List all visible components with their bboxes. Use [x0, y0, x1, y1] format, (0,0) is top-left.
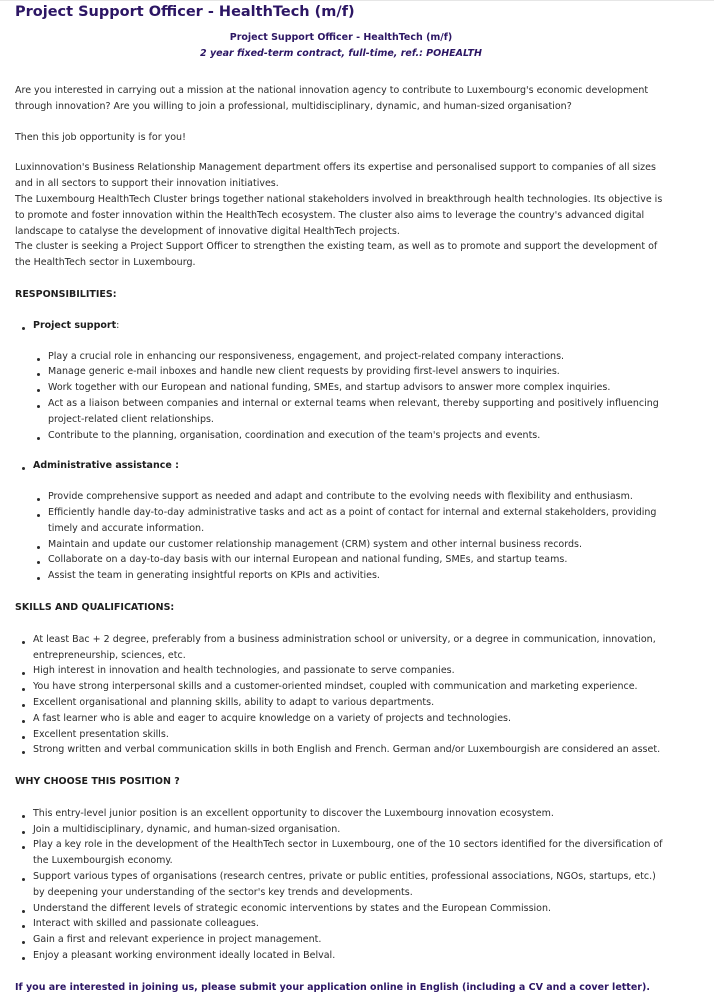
- list-item: Play a crucial role in enhancing our responsiveness, engagement, and project-related company interactions.: [15, 349, 667, 365]
- list-item: Act as a liaison between companies and internal or external teams when relevant, thereby supporting and positively influencing project-related client relationships.: [15, 396, 667, 428]
- list-item: Manage generic e-mail inboxes and handle new client requests by providing first-level answers to inquiries.: [15, 364, 667, 380]
- list-item: High interest in innovation and health technologies, and passionate to serve companies.: [15, 663, 667, 679]
- admin-assistance-list: [15, 489, 667, 584]
- list-item: Play a key role in the development of the HealthTech sector in Luxembourg, one of the 10 sectors identified for the diversification of the Luxembourgish economy.: [15, 837, 667, 869]
- responsibility-group: [15, 458, 667, 584]
- responsibility-group: [15, 318, 667, 444]
- intro-paragraph: Are you interested in carrying out a mission at the national innovation agency to contribute to Luxembourg's economic development through innovation? Are you willing to join a professional, multidisciplinary, dynamic, and human-sized organisation?: [15, 85, 649, 112]
- group-label-suffix: :: [116, 319, 120, 331]
- about-paragraph: The Luxembourg HealthTech Cluster brings together national stakeholders involved in breakthrough health technologies. Its objective is to promote and foster innovation within the HealthTech ecosystem. The cluster also aims to leverage the country's advanced digital landscape to catalyse the development of innovative digital HealthTech projects.: [15, 193, 663, 237]
- list-item: Maintain and update our customer relationship management (CRM) system and other internal business records.: [15, 537, 667, 553]
- list-item: Collaborate on a day-to-day basis with our internal European and national funding, SMEs, and startup teams.: [15, 552, 667, 568]
- why-heading: WHY CHOOSE THIS POSITION ?: [15, 776, 180, 788]
- skills-heading: SKILLS AND QUALIFICATIONS:: [15, 601, 175, 613]
- list-item: Join a multidisciplinary, dynamic, and human-sized organisation.: [15, 822, 667, 838]
- list-item: Efficiently handle day-to-day administrative tasks and act as a point of contact for internal and external stakeholders, providing timely and accurate information.: [15, 505, 667, 537]
- responsibilities-heading: RESPONSIBILITIES:: [15, 288, 117, 300]
- project-support-list: [15, 349, 667, 444]
- list-item: Strong written and verbal communication skills in both English and French. German and/or Luxembourgish are considered an asset.: [15, 742, 667, 758]
- group-label: Administrative assistance :: [33, 460, 179, 472]
- job-posting: [15, 0, 667, 996]
- contract-info: 2 year fixed-term contract, full-time, ref.: POHEALTH: [200, 47, 482, 59]
- list-item: Contribute to the planning, organisation, coordination and execution of the team's projects and events.: [15, 428, 667, 444]
- list-item: You have strong interpersonal skills and a customer-oriented mindset, coupled with communication and marketing experience.: [15, 679, 667, 695]
- skills-list: [15, 632, 667, 758]
- list-item: Provide comprehensive support as needed and adapt and contribute to the evolving needs with flexibility and enthusiasm.: [15, 489, 667, 505]
- list-item: This entry-level junior position is an excellent opportunity to discover the Luxembourg innovation ecosystem.: [15, 806, 667, 822]
- posting-header: [15, 30, 667, 61]
- list-item: At least Bac + 2 degree, preferably from a business administration school or university, or a degree in communication, innovation, entrepreneurship, sciences, etc.: [15, 632, 667, 664]
- list-item: Assist the team in generating insightful reports on KPIs and activities.: [15, 568, 667, 584]
- list-item: A fast learner who is able and eager to acquire knowledge on a variety of projects and technologies.: [15, 711, 667, 727]
- about-paragraph: Luxinnovation's Business Relationship Management department offers its expertise and personalised support to companies of all sizes and in all sectors to support their innovation initiatives.: [15, 162, 656, 190]
- list-item: Excellent presentation skills.: [15, 727, 667, 743]
- list-item: Gain a first and relevant experience in project management.: [15, 932, 667, 948]
- list-item: Excellent organisational and planning skills, ability to adapt to various departments.: [15, 695, 667, 711]
- list-item: Support various types of organisations (research centres, private or public entities, professional associations, NGOs, startups, etc.) by deepening your understanding of the sector's key trends and developments.: [15, 869, 667, 901]
- page-title: Project Support Officer - HealthTech (m/f): [15, 4, 355, 20]
- intro-callout: Then this job opportunity is for you!: [15, 131, 186, 143]
- list-item: Interact with skilled and passionate colleagues.: [15, 916, 667, 932]
- header-title: Project Support Officer - HealthTech (m/f): [229, 32, 453, 43]
- group-label: Project support: [33, 319, 117, 331]
- application-instructions: If you are interested in joining us, please submit your application online in English (including a CV and a cover letter).: [15, 981, 650, 993]
- responsibilities-list: [15, 318, 667, 584]
- about-paragraph: The cluster is seeking a Project Support Officer to strengthen the existing team, as well as to promote and support the development of the HealthTech sector in Luxembourg.: [15, 241, 658, 269]
- why-list: [15, 806, 667, 964]
- list-item: Understand the different levels of strategic economic interventions by states and the European Commission.: [15, 901, 667, 917]
- list-item: Enjoy a pleasant working environment ideally located in Belval.: [15, 948, 667, 964]
- about-block: [15, 160, 667, 271]
- list-item: Work together with our European and national funding, SMEs, and startup advisors to answer more complex inquiries.: [15, 380, 667, 396]
